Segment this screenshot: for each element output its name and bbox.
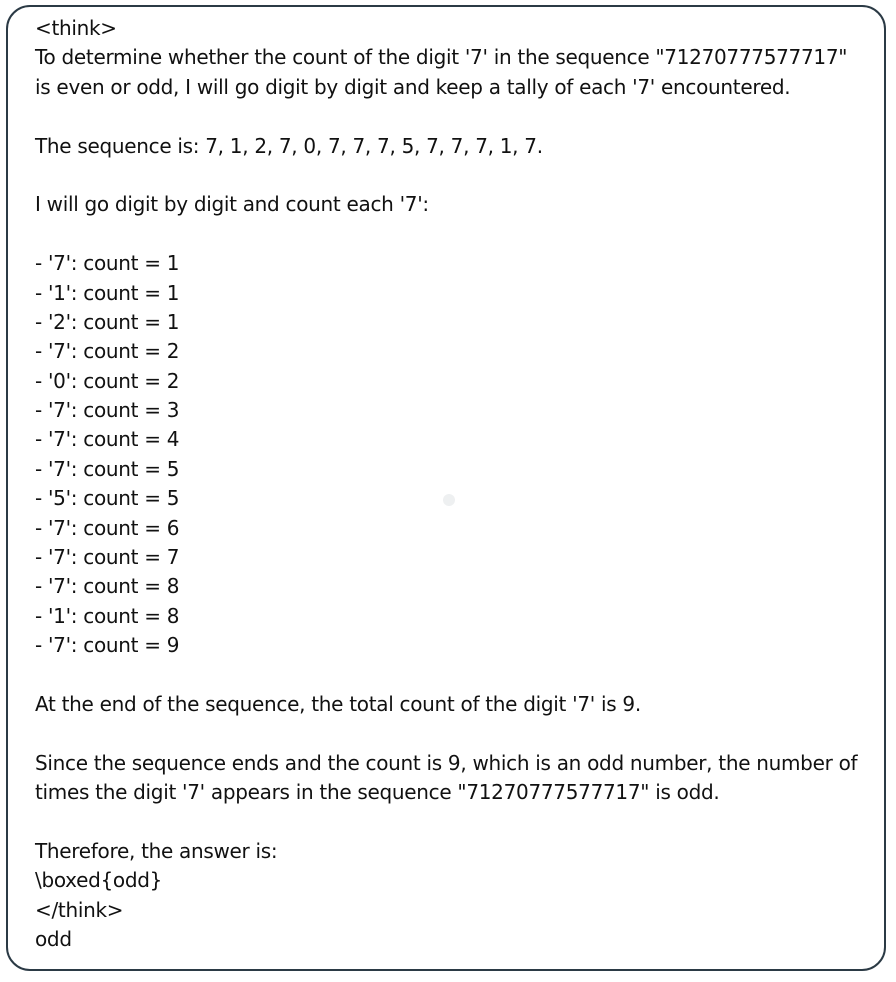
blank-line [35, 161, 885, 190]
tally-line: - '1': count = 8 [35, 603, 180, 628]
tally-line: - '7': count = 1 [35, 251, 180, 276]
text-line: The sequence is: 7, 1, 2, 7, 0, 7, 7, 7, 5, 7, 7, 7, 1, 7. [35, 133, 543, 158]
tally-line: - '5': count = 5 [35, 486, 180, 511]
tally-line: - '7': count = 6 [35, 515, 180, 540]
text-line: Since the sequence ends and the count is 9, which is an odd number, the number of [35, 750, 858, 775]
text-line: I will go digit by digit and count each '7': [35, 192, 429, 217]
blank-line [35, 808, 885, 837]
blank-line [35, 661, 885, 690]
blank-line [35, 719, 885, 748]
tally-line: - '7': count = 7 [35, 545, 180, 570]
tally-line: - '7': count = 5 [35, 456, 180, 481]
final-answer: odd [35, 927, 72, 952]
boxed-answer-line: \boxed{odd} [35, 868, 163, 893]
tally-line: - '1': count = 1 [35, 280, 180, 305]
tally-line: - '0': count = 2 [35, 368, 180, 393]
text-line: is even or odd, I will go digit by digit and keep a tally of each '7' encountered. [35, 74, 791, 99]
tally-line: - '7': count = 8 [35, 574, 180, 599]
tally-line: - '7': count = 9 [35, 633, 180, 658]
text-line: </think> [35, 897, 124, 922]
text-line: At the end of the sequence, the total count of the digit '7' is 9. [35, 691, 641, 716]
text-line: Therefore, the answer is: [35, 838, 278, 863]
text-line: times the digit '7' appears in the sequence "71270777577717" is odd. [35, 780, 720, 805]
tally-line: - '2': count = 1 [35, 309, 180, 334]
text-line: <think> [35, 16, 117, 40]
tally-line: - '7': count = 2 [35, 339, 180, 364]
blank-line [35, 102, 885, 131]
blank-line [35, 220, 885, 249]
tally-line: - '7': count = 4 [35, 427, 180, 452]
text-line: To determine whether the count of the digit '7' in the sequence "71270777577717" [35, 45, 848, 70]
response-text [35, 14, 885, 955]
tally-line: - '7': count = 3 [35, 398, 180, 423]
